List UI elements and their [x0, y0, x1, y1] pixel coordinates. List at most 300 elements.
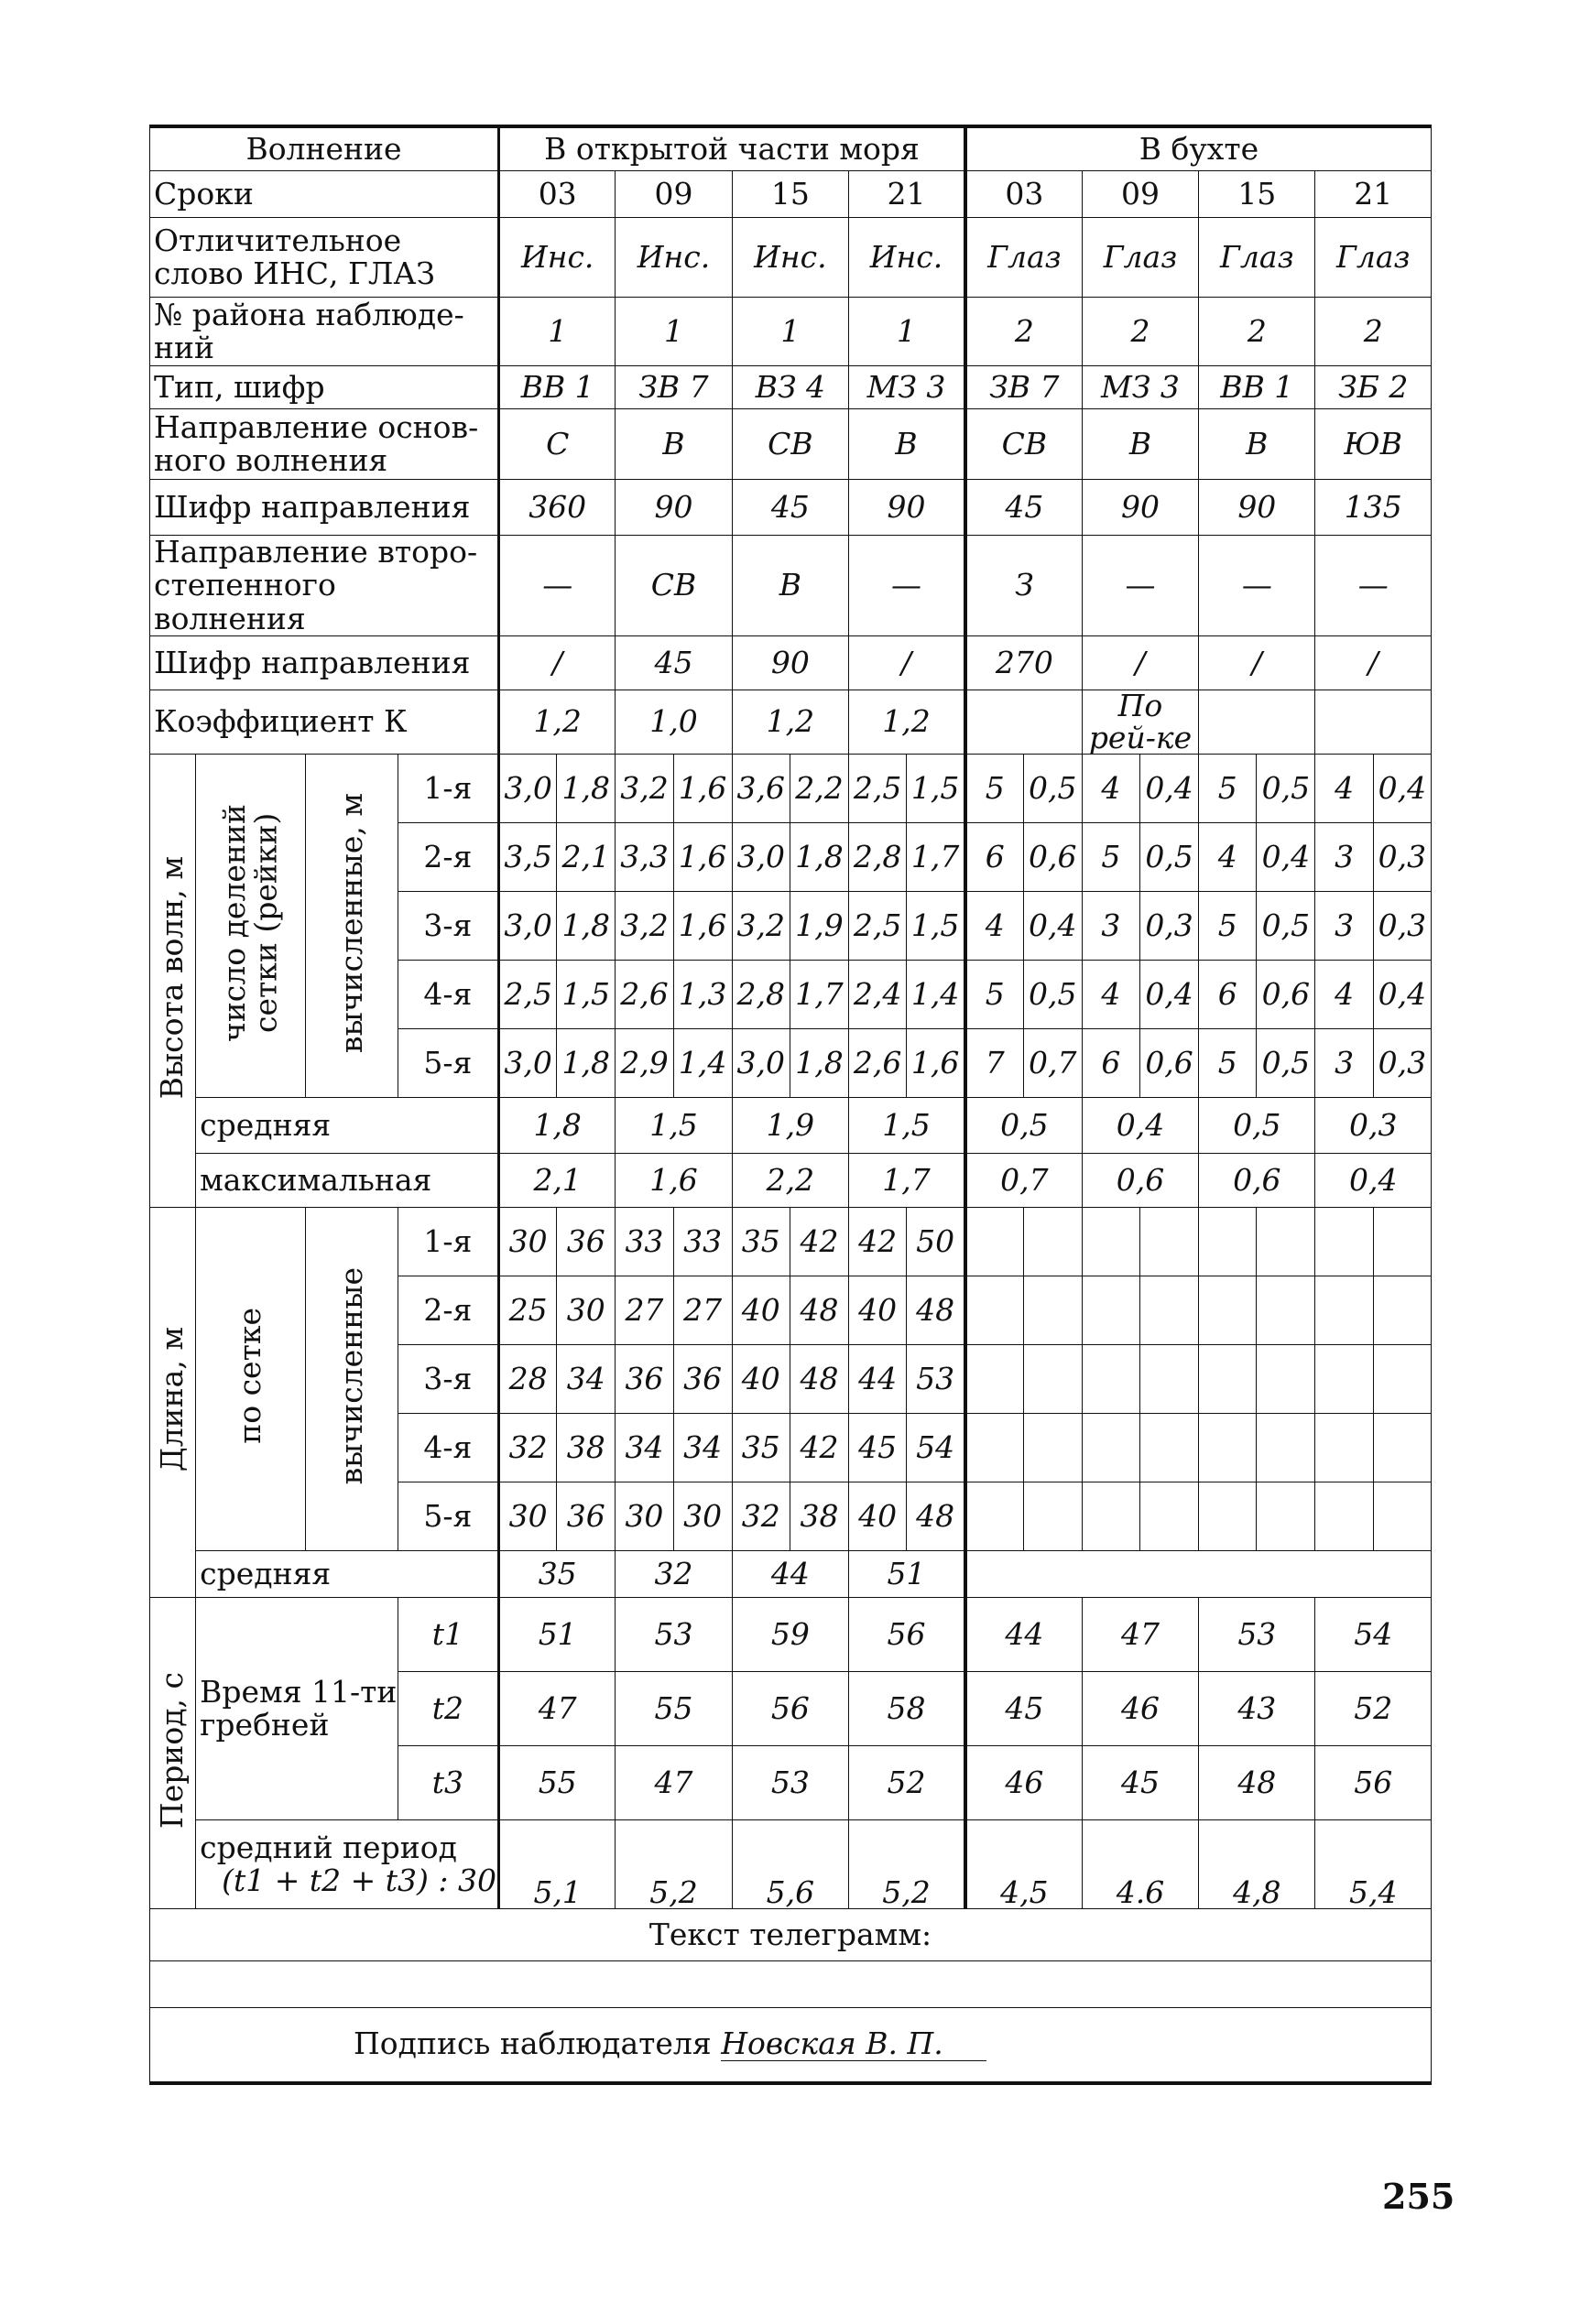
height-cell: 0,3 [1139, 892, 1198, 961]
t-cell: 47 [1082, 1598, 1198, 1672]
height-group-text: Высота волн, м [154, 856, 191, 1100]
height-cell: 4 [1199, 823, 1257, 892]
period-avg-label [196, 1820, 499, 1909]
empty-cell [965, 1414, 1023, 1482]
coefficient-cell: 1,0 [616, 690, 732, 754]
height-cell: 5 [1082, 823, 1139, 892]
ordinal-label: 4-я [398, 1414, 498, 1482]
height-cell: 4 [1082, 961, 1139, 1029]
direction-code2-cell: 270 [965, 635, 1082, 690]
height-cell: 0,4 [1373, 961, 1431, 1029]
height-cell: 0,5 [1257, 892, 1315, 961]
height-cell: 3 [1082, 892, 1139, 961]
length-cell: 30 [499, 1208, 557, 1276]
ordinal-label: 3-я [398, 1345, 498, 1414]
type-cell: МЗ 3 [1082, 366, 1198, 409]
coefficient-cell: 1,2 [499, 690, 616, 754]
length-cell: 48 [907, 1276, 965, 1345]
height-avg-cell: 0,5 [965, 1098, 1082, 1154]
height-cell: 5 [1199, 1029, 1257, 1098]
empty-cell [1023, 1208, 1082, 1276]
ordinal-label: 3-я [398, 892, 498, 961]
height-cell: 3,0 [499, 755, 557, 823]
t-cell: 43 [1199, 1672, 1315, 1746]
t-cell: 44 [965, 1598, 1082, 1672]
height-avg-label: средняя [196, 1098, 499, 1154]
height-grid-label [196, 755, 306, 1098]
secondary-direction-label: Направление второ-степенного волнения [150, 536, 499, 636]
page-number: 255 [1382, 2176, 1455, 2217]
height-cell: 6 [1082, 1029, 1139, 1098]
period-group-text: Период, с [154, 1671, 191, 1829]
height-cell: 2,9 [616, 1029, 673, 1098]
height-cell: 3,5 [499, 823, 557, 892]
empty-cell [1199, 1345, 1257, 1414]
t-cell: 56 [1315, 1746, 1432, 1820]
length-cell: 42 [849, 1208, 907, 1276]
direction-code-cell: 90 [849, 480, 965, 536]
empty-cell [1082, 1208, 1139, 1276]
main-direction-cell: СВ [732, 409, 848, 480]
coefficient-cell [1199, 690, 1315, 754]
length-cell: 42 [790, 1208, 848, 1276]
height-cell: 1,6 [907, 1029, 965, 1098]
empty-cell [1082, 1414, 1139, 1482]
region-cell: 1 [616, 298, 732, 366]
empty-cell [1199, 1208, 1257, 1276]
height-max-cell: 2,2 [732, 1154, 848, 1208]
height-cell: 0,6 [1257, 961, 1315, 1029]
time-cell: 15 [732, 171, 848, 218]
height-avg-cell: 1,9 [732, 1098, 848, 1154]
height-max-label: максимальная [196, 1154, 499, 1208]
length-cell: 36 [673, 1345, 732, 1414]
height-cell: 2,6 [616, 961, 673, 1029]
height-cell: 3,0 [732, 823, 790, 892]
main-direction-cell: В [1199, 409, 1315, 480]
height-avg-cell: 1,8 [499, 1098, 616, 1154]
height-cell: 3,0 [499, 1029, 557, 1098]
empty-cell [1257, 1208, 1315, 1276]
empty-cell [1199, 1276, 1257, 1345]
empty-cell [1023, 1276, 1082, 1345]
length-grid-text: по сетке [232, 1308, 268, 1445]
height-cell: 2,5 [849, 755, 907, 823]
empty-cell [1315, 1276, 1373, 1345]
main-direction-cell: СВ [965, 409, 1082, 480]
length-cell: 40 [849, 1482, 907, 1551]
type-cell: ЗВ 7 [965, 366, 1082, 409]
length-group-text: Длина, м [154, 1327, 191, 1472]
empty-cell [1373, 1482, 1431, 1551]
region-cell: 2 [965, 298, 1082, 366]
height-cell: 0,5 [1023, 961, 1082, 1029]
t-label: t1 [398, 1598, 498, 1672]
period-avg-cell: 5,4 [1315, 1820, 1432, 1909]
height-cell: 5 [965, 755, 1023, 823]
length-cell: 48 [907, 1482, 965, 1551]
keyword-label: Отличительное слово ИНС, ГЛАЗ [150, 218, 499, 298]
ordinal-label: 2-я [398, 1276, 498, 1345]
length-cell: 30 [673, 1482, 732, 1551]
height-cell: 1,8 [790, 1029, 848, 1098]
keyword-cell: Глаз [1082, 218, 1198, 298]
t-cell: 59 [732, 1598, 848, 1672]
length-cell: 34 [673, 1414, 732, 1482]
time-cell: 21 [849, 171, 965, 218]
height-cell: 4 [1082, 755, 1139, 823]
height-cell: 1,8 [557, 892, 616, 961]
length-cell: 30 [557, 1276, 616, 1345]
coefficient-cell [1315, 690, 1432, 754]
time-cell: 03 [965, 171, 1082, 218]
t-cell: 45 [965, 1672, 1082, 1746]
empty-cell [1082, 1276, 1139, 1345]
height-cell: 2,2 [790, 755, 848, 823]
t-cell: 51 [499, 1598, 616, 1672]
length-grid-label [196, 1208, 306, 1551]
length-cell: 35 [732, 1414, 790, 1482]
secondary-direction-cell: З [965, 536, 1082, 636]
height-cell: 5 [1199, 892, 1257, 961]
region-cell: 1 [499, 298, 616, 366]
secondary-direction-cell: СВ [616, 536, 732, 636]
height-cell: 0,4 [1023, 892, 1082, 961]
keyword-cell: Инс. [499, 218, 616, 298]
main-direction-label: Направление основ-ного волнения [150, 409, 499, 480]
length-cell: 33 [616, 1208, 673, 1276]
ordinal-label: 1-я [398, 1208, 498, 1276]
time-cell: 03 [499, 171, 616, 218]
height-cell: 0,7 [1023, 1029, 1082, 1098]
keyword-cell: Инс. [732, 218, 848, 298]
height-cell: 3,0 [732, 1029, 790, 1098]
height-cell: 0,5 [1139, 823, 1198, 892]
empty-cell [1373, 1276, 1431, 1345]
height-max-cell: 0,6 [1082, 1154, 1198, 1208]
t-cell: 52 [1315, 1672, 1432, 1746]
height-cell: 0,5 [1257, 1029, 1315, 1098]
ordinal-label: 2-я [398, 823, 498, 892]
direction-code-cell: 90 [1199, 480, 1315, 536]
height-avg-cell: 0,4 [1082, 1098, 1198, 1154]
t-cell: 55 [499, 1746, 616, 1820]
height-cell: 0,4 [1257, 823, 1315, 892]
empty-cell [965, 1482, 1023, 1551]
secondary-direction-cell: — [1082, 536, 1198, 636]
height-cell: 7 [965, 1029, 1023, 1098]
length-cell: 32 [732, 1482, 790, 1551]
empty-cell [1315, 1345, 1373, 1414]
type-cell: ЗБ 2 [1315, 366, 1432, 409]
length-cell: 36 [557, 1482, 616, 1551]
length-cell: 25 [499, 1276, 557, 1345]
secondary-direction-cell: — [1315, 536, 1432, 636]
direction-code2-cell: 90 [732, 635, 848, 690]
length-cell: 36 [557, 1208, 616, 1276]
height-cell: 1,5 [907, 892, 965, 961]
coefficient-cell: 1,2 [732, 690, 848, 754]
height-cell: 4 [1315, 961, 1373, 1029]
direction-code2-cell: / [849, 635, 965, 690]
ordinal-label: 1-я [398, 755, 498, 823]
height-cell: 4 [1315, 755, 1373, 823]
secondary-direction-cell: В [732, 536, 848, 636]
period-avg-cell: 5,2 [849, 1820, 965, 1909]
signature-label: Подпись наблюдателя [354, 2025, 712, 2062]
period-avg-cell: 4,5 [965, 1820, 1082, 1909]
length-avg-label: средняя [196, 1551, 499, 1598]
length-cell: 50 [907, 1208, 965, 1276]
height-cell: 6 [1199, 961, 1257, 1029]
t-cell: 53 [1199, 1598, 1315, 1672]
height-cell: 0,3 [1373, 823, 1431, 892]
height-cell: 1,8 [790, 823, 848, 892]
height-cell: 5 [1199, 755, 1257, 823]
length-cell: 53 [907, 1345, 965, 1414]
direction-code-cell: 45 [732, 480, 848, 536]
secondary-direction-cell: — [849, 536, 965, 636]
length-calc-label [306, 1208, 398, 1551]
length-cell: 45 [849, 1414, 907, 1482]
height-cell: 1,5 [557, 961, 616, 1029]
length-avg-cell: 51 [849, 1551, 965, 1598]
time-cell: 09 [616, 171, 732, 218]
height-cell: 0,5 [1257, 755, 1315, 823]
empty-cell [1373, 1414, 1431, 1482]
header-bay: В бухте [965, 126, 1432, 171]
height-cell: 1,4 [907, 961, 965, 1029]
height-cell: 3,0 [499, 892, 557, 961]
length-cell: 48 [790, 1345, 848, 1414]
telegram-label: Текст телеграмм: [150, 1909, 1432, 1961]
direction-code2-cell: 45 [616, 635, 732, 690]
height-avg-cell: 1,5 [849, 1098, 965, 1154]
length-cell: 35 [732, 1208, 790, 1276]
signature-name: Новская В. П. [721, 2028, 986, 2061]
length-cell: 27 [616, 1276, 673, 1345]
signature-row [150, 2008, 1432, 2084]
height-cell: 3,2 [616, 755, 673, 823]
direction-code-cell: 360 [499, 480, 616, 536]
empty-cell [965, 1208, 1023, 1276]
period-group-label [150, 1598, 196, 1909]
height-cell: 1,6 [673, 755, 732, 823]
period-avg-label-line1: средний период [200, 1829, 457, 1865]
t-cell: 58 [849, 1672, 965, 1746]
length-group-label [150, 1208, 196, 1598]
height-cell: 1,6 [673, 892, 732, 961]
region-label: № района наблюде-ний [150, 298, 499, 366]
height-cell: 2,8 [732, 961, 790, 1029]
height-cell: 2,5 [499, 961, 557, 1029]
height-cell: 5 [965, 961, 1023, 1029]
height-cell: 0,6 [1023, 823, 1082, 892]
length-cell: 27 [673, 1276, 732, 1345]
height-cell: 0,4 [1139, 755, 1198, 823]
length-cell: 34 [557, 1345, 616, 1414]
length-cell: 38 [790, 1482, 848, 1551]
length-cell: 40 [732, 1345, 790, 1414]
height-max-cell: 0,6 [1199, 1154, 1315, 1208]
secondary-direction-cell: — [499, 536, 616, 636]
region-cell: 2 [1082, 298, 1198, 366]
region-cell: 1 [732, 298, 848, 366]
keyword-cell: Инс. [616, 218, 732, 298]
empty-cell [965, 1345, 1023, 1414]
empty-cell [1257, 1345, 1315, 1414]
t-label: t2 [398, 1672, 498, 1746]
length-cell: 28 [499, 1345, 557, 1414]
ordinal-label: 5-я [398, 1029, 498, 1098]
height-max-cell: 1,7 [849, 1154, 965, 1208]
length-cell: 44 [849, 1345, 907, 1414]
period-avg-cell: 5,1 [499, 1820, 616, 1909]
height-cell: 4 [965, 892, 1023, 961]
height-cell: 1,7 [907, 823, 965, 892]
empty-cell [1315, 1208, 1373, 1276]
empty-cell [1139, 1276, 1198, 1345]
period-avg-cell: 4.6 [1082, 1820, 1198, 1909]
type-cell: ВВ 1 [499, 366, 616, 409]
length-cell: 33 [673, 1208, 732, 1276]
length-cell: 36 [616, 1345, 673, 1414]
t-cell: 45 [1082, 1746, 1198, 1820]
region-cell: 2 [1315, 298, 1432, 366]
height-max-cell: 0,7 [965, 1154, 1082, 1208]
keyword-cell: Глаз [1199, 218, 1315, 298]
empty-cell [1257, 1414, 1315, 1482]
coefficient-label: Коэффициент К [150, 690, 499, 754]
time-cell: 21 [1315, 171, 1432, 218]
secondary-direction-cell: — [1199, 536, 1315, 636]
keyword-cell: Глаз [1315, 218, 1432, 298]
t-cell: 56 [849, 1598, 965, 1672]
coefficient-cell: 1,2 [849, 690, 965, 754]
length-cell: 32 [499, 1414, 557, 1482]
direction-code2-label: Шифр направления [150, 635, 499, 690]
coefficient-cell: По рей-ке [1082, 690, 1198, 754]
height-cell: 0,4 [1373, 755, 1431, 823]
main-direction-cell: ЮВ [1315, 409, 1432, 480]
length-avg-cell: 44 [732, 1551, 848, 1598]
height-calc-text: вычисленные, м [332, 792, 369, 1053]
keyword-cell: Инс. [849, 218, 965, 298]
empty-cell [1257, 1482, 1315, 1551]
period-avg-cell: 4,8 [1199, 1820, 1315, 1909]
length-cell: 30 [616, 1482, 673, 1551]
direction-code2-cell: / [1082, 635, 1198, 690]
region-cell: 1 [849, 298, 965, 366]
ordinal-label: 4-я [398, 961, 498, 1029]
height-cell: 1,6 [673, 823, 732, 892]
type-cell: ВВ 1 [1199, 366, 1315, 409]
length-cell: 30 [499, 1482, 557, 1551]
period-avg-cell: 5,6 [732, 1820, 848, 1909]
height-grid-text: число делений сетки (рейки) [216, 803, 284, 1042]
length-avg-cell: 32 [616, 1551, 732, 1598]
length-avg-cell: 35 [499, 1551, 616, 1598]
t-cell: 48 [1199, 1746, 1315, 1820]
direction-code-cell: 90 [1082, 480, 1198, 536]
empty-cell [1315, 1414, 1373, 1482]
length-cell: 54 [907, 1414, 965, 1482]
height-max-cell: 2,1 [499, 1154, 616, 1208]
height-cell: 2,4 [849, 961, 907, 1029]
keyword-cell: Глаз [965, 218, 1082, 298]
length-cell: 48 [790, 1276, 848, 1345]
t-cell: 46 [1082, 1672, 1198, 1746]
empty-cell [1023, 1345, 1082, 1414]
region-cell: 2 [1199, 298, 1315, 366]
coefficient-cell [965, 690, 1082, 754]
empty-cell [1199, 1414, 1257, 1482]
height-cell: 2,8 [849, 823, 907, 892]
time-cell: 15 [1199, 171, 1315, 218]
height-calc-label [306, 755, 398, 1098]
height-group-label [150, 755, 196, 1208]
main-direction-cell: В [849, 409, 965, 480]
empty-cell [965, 1551, 1432, 1598]
t-cell: 46 [965, 1746, 1082, 1820]
direction-code-cell: 45 [965, 480, 1082, 536]
height-cell: 0,5 [1023, 755, 1082, 823]
height-cell: 0,3 [1373, 892, 1431, 961]
height-avg-cell: 1,5 [616, 1098, 732, 1154]
empty-cell [1373, 1208, 1431, 1276]
height-cell: 3,2 [616, 892, 673, 961]
empty-cell [1139, 1414, 1198, 1482]
height-avg-cell: 0,3 [1315, 1098, 1432, 1154]
length-cell: 40 [732, 1276, 790, 1345]
height-cell: 0,6 [1139, 1029, 1198, 1098]
t-cell: 52 [849, 1746, 965, 1820]
time-cell: 09 [1082, 171, 1198, 218]
empty-cell [1373, 1345, 1431, 1414]
height-cell: 3 [1315, 823, 1373, 892]
height-cell: 2,6 [849, 1029, 907, 1098]
t-cell: 53 [732, 1746, 848, 1820]
empty-cell [1139, 1345, 1198, 1414]
direction-code2-cell: / [499, 635, 616, 690]
height-cell: 2,5 [849, 892, 907, 961]
height-cell: 1,4 [673, 1029, 732, 1098]
height-cell: 3 [1315, 892, 1373, 961]
height-cell: 1,5 [907, 755, 965, 823]
length-cell: 38 [557, 1414, 616, 1482]
empty-cell [1023, 1482, 1082, 1551]
height-cell: 0,3 [1373, 1029, 1431, 1098]
t-cell: 47 [499, 1672, 616, 1746]
empty-cell [1082, 1345, 1139, 1414]
height-cell: 6 [965, 823, 1023, 892]
t-cell: 56 [732, 1672, 848, 1746]
height-avg-cell: 0,5 [1199, 1098, 1315, 1154]
type-cell: МЗ 3 [849, 366, 965, 409]
main-direction-cell: В [616, 409, 732, 480]
main-direction-cell: С [499, 409, 616, 480]
direction-code2-cell: / [1199, 635, 1315, 690]
direction-code2-cell: / [1315, 635, 1432, 690]
header-open-sea: В открытой части моря [499, 126, 965, 171]
height-cell: 3 [1315, 1029, 1373, 1098]
t-label: t3 [398, 1746, 498, 1820]
height-cell: 1,3 [673, 961, 732, 1029]
height-cell: 1,8 [557, 1029, 616, 1098]
t-cell: 55 [616, 1672, 732, 1746]
height-cell: 3,2 [732, 892, 790, 961]
type-cell: ВЗ 4 [732, 366, 848, 409]
